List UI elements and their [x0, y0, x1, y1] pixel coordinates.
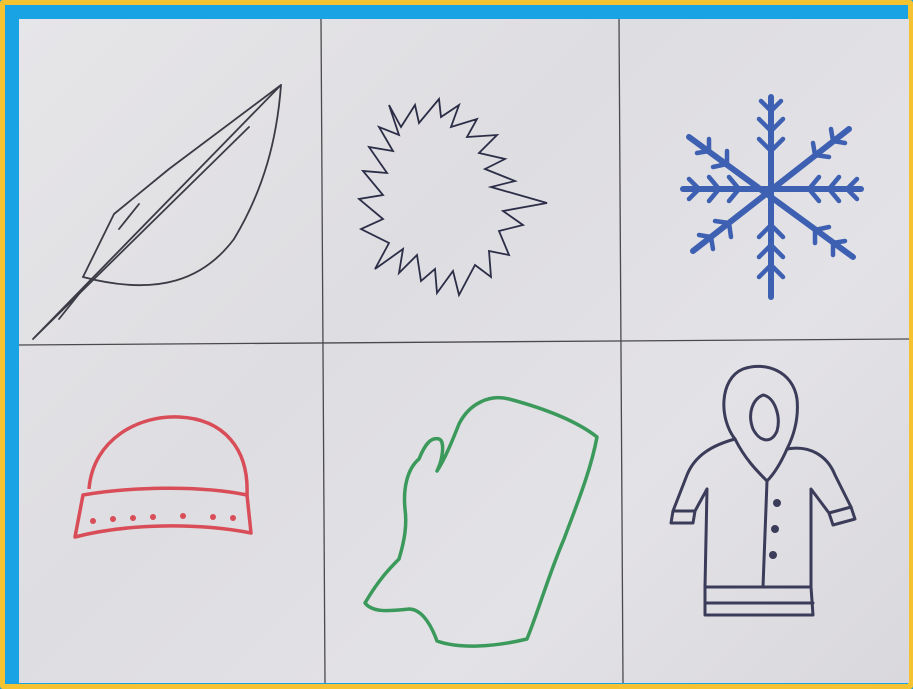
coat-icon — [671, 366, 855, 615]
paper-sheet — [19, 19, 909, 683]
grid-lines — [19, 19, 909, 683]
snowflake-icon — [683, 97, 861, 297]
drawing-canvas — [19, 19, 909, 683]
splash-icon — [359, 99, 547, 295]
mitten-icon — [365, 398, 597, 646]
feather-icon — [33, 85, 281, 339]
hat-icon — [75, 417, 251, 537]
